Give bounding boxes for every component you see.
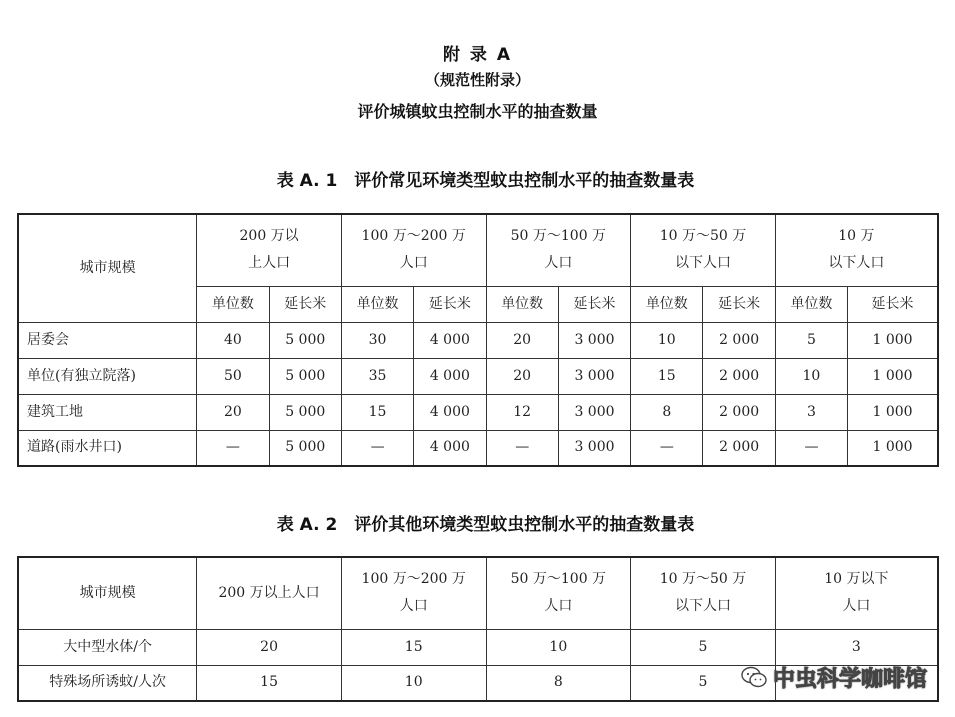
table-cell: 10	[631, 322, 703, 358]
table1-subheader-unit: 单位数	[341, 286, 413, 322]
table-cell: —	[631, 430, 703, 466]
table-cell: 5 000	[269, 322, 341, 358]
table1-group-header: 10 万 以下人口	[775, 214, 938, 286]
table-row	[18, 322, 938, 358]
row-label: 居委会	[18, 322, 197, 358]
table-cell: 5 000	[269, 358, 341, 394]
table-cell: 2 000	[703, 430, 775, 466]
table1-group-header: 50 万～100 万 人口	[486, 214, 631, 286]
wechat-icon	[741, 666, 767, 688]
table-cell: 1 000	[848, 322, 938, 358]
table2-header: 10 万以下 人口	[775, 557, 938, 629]
table-cell: —	[197, 430, 269, 466]
table-cell: —	[486, 430, 558, 466]
table-row	[18, 430, 938, 466]
row-label: 建筑工地	[18, 394, 197, 430]
table-cell: 8	[486, 665, 631, 701]
table-cell: 10	[486, 629, 631, 665]
table1-subheader-length: 延长米	[703, 286, 775, 322]
table-cell: 15	[197, 665, 342, 701]
table-cell: 8	[631, 394, 703, 430]
table-cell: —	[775, 430, 847, 466]
table-cell: 2 000	[703, 358, 775, 394]
table-cell: 5	[775, 322, 847, 358]
table1-subheader-length: 延长米	[269, 286, 341, 322]
table-cell: 15	[341, 629, 486, 665]
table1-group-header: 200 万以 上人口	[197, 214, 342, 286]
watermark	[741, 660, 927, 694]
table-cell: 1 000	[848, 430, 938, 466]
table-cell: 5 000	[269, 394, 341, 430]
table-cell: 20	[197, 394, 269, 430]
table-cell: 1 000	[848, 358, 938, 394]
table-cell: 3	[775, 394, 847, 430]
row-label: 单位(有独立院落)	[18, 358, 197, 394]
table1-subheader-unit: 单位数	[197, 286, 269, 322]
table2-header: 100 万～200 万 人口	[341, 557, 486, 629]
table-cell: 12	[486, 394, 558, 430]
table1-corner: 城市规模	[18, 214, 197, 322]
table-cell: 4 000	[414, 394, 486, 430]
table-cell: 50	[197, 358, 269, 394]
table-cell: 1 000	[848, 394, 938, 430]
table-cell: 40	[197, 322, 269, 358]
row-label: 特殊场所诱蚊/人次	[18, 665, 197, 701]
table-row	[18, 394, 938, 430]
table-cell: 20	[486, 358, 558, 394]
table-cell: 3 000	[558, 430, 630, 466]
table-cell: 2 000	[703, 322, 775, 358]
table-cell: —	[341, 430, 413, 466]
annex-title: 评价城镇蚊虫控制水平的抽查数量	[357, 102, 598, 121]
table-cell: 4 000	[414, 358, 486, 394]
table-row	[18, 358, 938, 394]
table-cell: 3 000	[558, 394, 630, 430]
table1-group-header: 100 万～200 万 人口	[341, 214, 486, 286]
table2-corner: 城市规模	[18, 557, 197, 629]
table-cell: 20	[486, 322, 558, 358]
table1-subheader-length: 延长米	[414, 286, 486, 322]
table-cell: 2 000	[703, 394, 775, 430]
table1-group-header: 10 万～50 万 以下人口	[631, 214, 776, 286]
table-cell: 15	[341, 394, 413, 430]
table1-subheader-unit: 单位数	[486, 286, 558, 322]
watermark-text: 中虫科学咖啡馆	[772, 666, 927, 692]
table-cell: 20	[197, 629, 342, 665]
table2-header: 10 万～50 万 以下人口	[631, 557, 776, 629]
table1	[17, 213, 939, 467]
table-cell: 5	[631, 629, 776, 665]
table-cell: 15	[631, 358, 703, 394]
table-cell: 3 000	[558, 322, 630, 358]
annex-heading: 附 录 A	[443, 45, 512, 65]
table-cell: 10	[775, 358, 847, 394]
table2-caption: 表 A. 2 评价其他环境类型蚊虫控制水平的抽查数量表	[276, 515, 695, 535]
table-cell: 4 000	[414, 430, 486, 466]
table-cell: 35	[341, 358, 413, 394]
row-label: 大中型水体/个	[18, 629, 197, 665]
table1-subheader-unit: 单位数	[631, 286, 703, 322]
normative-heading: （规范性附录）	[424, 71, 530, 89]
table-cell: 5 000	[269, 430, 341, 466]
table1-subheader-length: 延长米	[558, 286, 630, 322]
table2-header: 50 万～100 万 人口	[486, 557, 631, 629]
table-cell: 30	[341, 322, 413, 358]
table1-caption: 表 A. 1 评价常见环境类型蚊虫控制水平的抽查数量表	[276, 171, 695, 191]
table-cell: 10	[341, 665, 486, 701]
row-label: 道路(雨水井口)	[18, 430, 197, 466]
table-cell: 4 000	[414, 322, 486, 358]
table2-header: 200 万以上人口	[197, 557, 342, 629]
table1-subheader-unit: 单位数	[775, 286, 847, 322]
table-cell: 5	[631, 665, 776, 701]
table1-subheader-length: 延长米	[848, 286, 938, 322]
table-cell: 3	[775, 629, 938, 665]
table-cell: 3 000	[558, 358, 630, 394]
